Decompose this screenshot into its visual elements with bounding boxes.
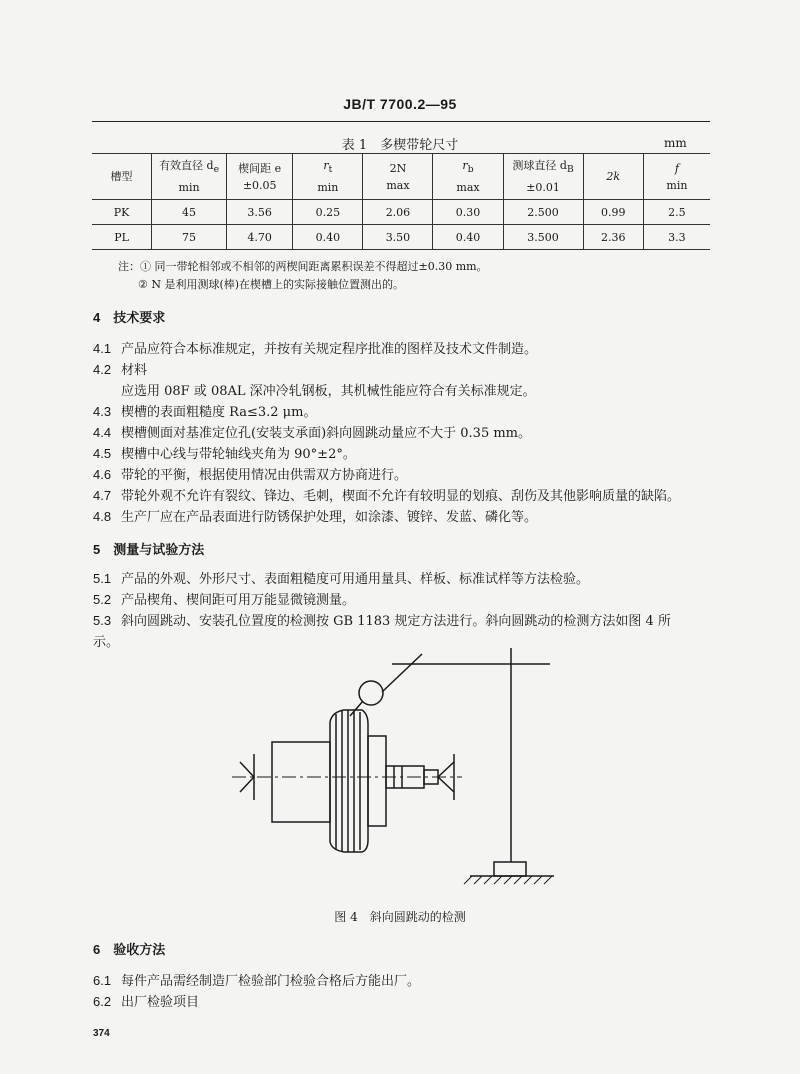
header-f: f min [643,154,710,200]
clause-6-1: 6.1 每件产品需经制造厂检验部门检验合格后方能出厂。 [93,973,421,989]
indicator-probe [350,701,363,716]
indicator-arm [382,654,422,692]
clause-5-1: 5.1 产品的外观、外形尺寸、表面粗糙度可用通用量具、样板、标准试样等方法检验。 [93,571,590,587]
header-rule [92,121,710,122]
table-cell: 4.70 [227,225,293,250]
clause-4-6: 4.6 带轮的平衡，根据使用情况由供需双方协商进行。 [93,467,408,483]
table-unit: mm [664,136,687,150]
table-cell: PL [92,225,152,250]
header-groove-type: 槽型 [92,154,152,200]
table-cell: 3.56 [227,200,293,225]
clause-4-1: 4.1 产品应符合本标准规定，并按有关规定程序批准的图样及技术文件制造。 [93,341,538,357]
table-cell: 0.30 [433,200,503,225]
table-cell: 45 [152,200,227,225]
table-cell: 0.99 [583,200,643,225]
table-cell: 0.40 [433,225,503,250]
table-note-2: ② N 是利用测球(棒)在楔槽上的实际接触位置测出的。 [138,278,405,291]
header-2k: 2k [583,154,643,200]
clause-6-2: 6.2 出厂检验项目 [93,994,200,1010]
section-6-title: 6 验收方法 [93,942,166,957]
table-row-pk [92,200,710,225]
table-cell: 3.3 [643,225,710,250]
clause-4-2-body: 应选用 08F 或 08AL 深冲冷轧钢板，其机械性能应符合有关标准规定。 [121,384,536,399]
table-cell: 2.5 [643,200,710,225]
clause-4-7: 4.7 带轮外观不允许有裂纹、锋边、毛刺，楔面不允许有较明显的划痕、刮伤及其他影响质量的缺陷。 [93,488,681,504]
clause-4-4: 4.4 楔槽侧面对基准定位孔(安装支承面)斜向圆跳动量应不大于 0.35 mm。 [93,425,532,441]
section-4-title: 4 技术要求 [93,310,166,325]
header-2n: 2N max [363,154,433,200]
figure-caption: 图 4 斜向圆跳动的检测 [334,910,466,924]
table-cell: 75 [152,225,227,250]
clause-4-3: 4.3 楔槽的表面粗糙度 Ra≤3.2 μm。 [93,404,317,420]
header-effective-diameter: 有效直径 $d_e$ min [152,154,227,200]
header-ball-diameter: 测球直径 $d_B$ ±0.01 [503,154,583,200]
table-cell: 0.25 [293,200,363,225]
table-cell: PK [92,200,152,225]
stand-base [494,862,526,876]
table-cell: 2.500 [503,200,583,225]
document-header: JB/T 7700.2—95 [343,96,457,112]
clause-4-2: 4.2 材料 [93,362,148,378]
section-5-title: 5 测量与试验方法 [93,542,205,557]
table-cell: 2.06 [363,200,433,225]
runout-measurement-figure [232,644,572,894]
header-wedge-pitch: 楔间距 e ±0.05 [227,154,293,200]
header-rb: $r_b$ max [433,154,503,200]
table-note-1: 注：① 同一带轮相邻或不相邻的两楔间距离累积误差不得超过±0.30 mm。 [118,260,488,273]
table-cell: 2.36 [583,225,643,250]
clause-5-2: 5.2 产品楔角、楔间距可用万能显微镜测量。 [93,592,356,608]
table-row-pl [92,225,710,250]
page-number: 374 [93,1028,110,1039]
clause-5-3-continued: 示。 [93,635,120,650]
clause-4-8: 4.8 生产厂应在产品表面进行防锈保护处理，如涂漆、镀锌、发蓝、磷化等。 [93,509,538,525]
table-caption: 表 1 多楔带轮尺寸 [341,138,459,153]
pulley-flange-right [368,736,386,826]
pulley-grooves [330,710,360,852]
clause-5-3: 5.3 斜向圆跳动、安装孔位置度的检测按 GB 1183 规定方法进行。斜向圆跳动的检测方法如图 4 所 [93,613,671,629]
table-cell: 3.500 [503,225,583,250]
clause-4-5: 4.5 楔槽中心线与带轮轴线夹角为 90°±2°。 [93,446,356,462]
table-header-row [92,154,710,200]
pulley-hub-left [272,742,330,822]
dimension-table [92,153,710,250]
table-cell: 0.40 [293,225,363,250]
header-rt: $r_t$ min [293,154,363,200]
table-cell: 3.50 [363,225,433,250]
